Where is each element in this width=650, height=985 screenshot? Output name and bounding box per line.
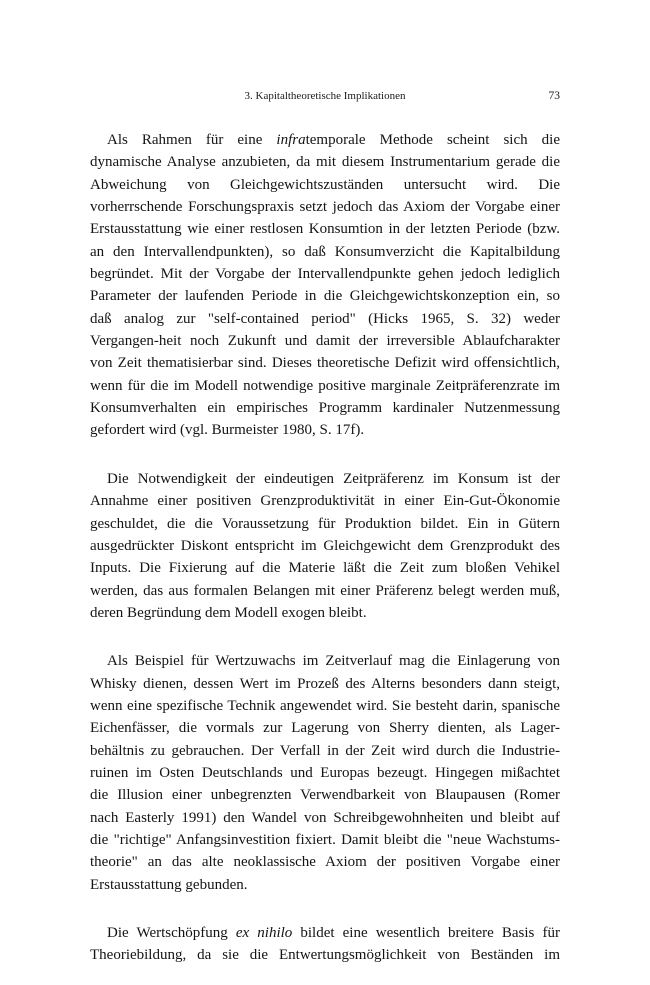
text-run: die "richtige" Anfangsinvestition fixiert. Damit bleibt die "neue Wachstums-: [90, 831, 560, 848]
text-run: wenn für die im Modell notwendige positive marginale Zeitpräferenzrate im: [90, 377, 560, 394]
text-line: [90, 263, 560, 285]
text-run: Eichenfässer, die vormals zur Lagerung von Sherry dienten, als Lager-: [90, 720, 560, 737]
text-line: [90, 650, 560, 672]
body-text: [90, 129, 560, 967]
text-line: [90, 944, 560, 966]
text-line: [90, 285, 560, 307]
text-run: begründet. Mit der Vorgabe der Intervallendpunkte gehen jedoch lediglich: [90, 266, 560, 283]
text-line: [90, 241, 560, 263]
text-run: an den Intervallendpunkten), so daß Konsumverzicht die Kapitalbildung: [90, 243, 560, 260]
italic-text: ex nihilo: [235, 925, 293, 941]
text-line: [90, 151, 560, 173]
text-run: behältnis zu gebrauchen. Der Verfall in der Zeit wird durch die Industrie-: [90, 742, 560, 759]
text-line: [90, 874, 560, 896]
text-line: [90, 490, 560, 512]
text-run: die Illusion einer unbegrenzten Verwendbarkeit von Blaupausen (Romer: [90, 787, 560, 804]
text-run: vorherrschende Forschungspraxis setzt jedoch das Axiom der Vorgabe einer: [90, 199, 560, 216]
text-run: Die Notwendigkeit der eindeutigen Zeitpräferenz im Konsum ist der: [107, 470, 560, 487]
text-run: theorie" an das alte neoklassische Axiom der positiven Vorgabe einer: [90, 854, 560, 871]
text-line: [90, 807, 560, 829]
text-line: [90, 218, 560, 240]
text-line: [90, 829, 560, 851]
text-line: [90, 784, 560, 806]
text-line: [90, 352, 560, 374]
text-line: [90, 535, 560, 557]
text-run: Vergangen-heit noch Zukunft und damit der irreversible Ablaufcharakter: [90, 333, 560, 350]
text-line: [90, 468, 560, 490]
text-run: bildet eine wesentlich breitere Basis für: [292, 925, 560, 941]
text-run: Erstausstattung wie einer restlosen Konsumtion in der letzten Periode (bzw.: [90, 221, 560, 238]
text-run: Abweichung von Gleichgewichtszuständen untersucht wird. Die: [90, 176, 560, 193]
text-line: [90, 196, 560, 218]
text-run: Whisky dienen, dessen Wert im Prozeß des Alterns besonders dann steigt,: [90, 675, 560, 692]
text-run: von Zeit thematisierbar sind. Dieses theoretische Defizit wird offensichtlich,: [90, 355, 560, 372]
text-line: [90, 174, 560, 196]
paragraph: [90, 129, 560, 442]
text-run: Inputs. Die Fixierung auf die Materie läßt die Zeit zum bloßen Vehikel: [90, 560, 560, 577]
text-run: werden, das aus formalen Belangen mit einer Präferenz belegt werden muß,: [90, 582, 560, 599]
text-line: [90, 419, 560, 441]
text-line: [90, 129, 560, 151]
text-run: nach Easterly 1991) den Wandel von Schreibgewohnheiten und bleibt auf: [90, 809, 560, 826]
text-run: ruinen im Osten Deutschlands und Europas bezeugt. Hingegen mißachtet: [90, 764, 560, 781]
text-run: gefordert wird (vgl. Burmeister 1980, S. 17f).: [90, 422, 365, 439]
text-line: [90, 762, 560, 784]
text-line: [90, 740, 560, 762]
text-run: geschuldet, die die Voraussetzung für Produktion bildet. Ein in Gütern: [90, 515, 560, 532]
paragraph: [90, 468, 560, 624]
text-run: Annahme einer positiven Grenzproduktivität in einer Ein-Gut-Ökonomie: [90, 493, 560, 510]
text-line: [90, 397, 560, 419]
text-run: Als Beispiel für Wertzuwachs im Zeitverlauf mag die Einlagerung von: [107, 653, 560, 670]
text-run: temporale Methode scheint sich die: [305, 132, 560, 148]
paragraph: [90, 922, 560, 967]
text-run: dynamische Analyse anzubieten, da mit diesem Instrumentarium gerade die: [90, 154, 560, 171]
text-run: Konsumverhalten ein empirisches Programm kardinaler Nutzenmessung: [90, 400, 560, 417]
text-line: [90, 602, 560, 624]
text-line: [90, 308, 560, 330]
text-line: [90, 717, 560, 739]
running-header: [90, 90, 560, 108]
text-run: Erstausstattung gebunden.: [90, 876, 248, 893]
text-line: [90, 513, 560, 535]
running-title: 3. Kapitaltheoretische Implikationen: [244, 90, 406, 102]
text-run: Theoriebildung, da sie die Entwertungsmöglichkeit von Beständen im: [90, 947, 560, 964]
text-run: ausgedrückter Diskont entspricht im Gleichgewicht dem Grenzprodukt des: [90, 537, 560, 554]
text-line: [90, 375, 560, 397]
text-line: [90, 851, 560, 873]
text-line: [90, 557, 560, 579]
italic-text: infra: [276, 132, 306, 148]
text-run: wenn eine spezifische Technik angewendet wird. Sie besteht darin, spanische: [90, 697, 560, 714]
text-run: Die Wertschöpfung: [107, 925, 236, 941]
page-number: 73: [548, 90, 560, 102]
paragraph: [90, 650, 560, 896]
text-run: Als Rahmen für eine: [107, 132, 277, 148]
text-run: daß analog zur "self-contained period" (Hicks 1965, S. 32) weder: [90, 310, 560, 327]
text-line: [90, 673, 560, 695]
text-line: [90, 330, 560, 352]
text-line: [90, 580, 560, 602]
text-line: [90, 695, 560, 717]
text-run: deren Begründung dem Modell exogen bleibt.: [90, 604, 367, 621]
text-line: [90, 922, 560, 944]
text-run: Parameter der laufenden Periode in die Gleichgewichtskonzeption ein, so: [90, 288, 560, 305]
